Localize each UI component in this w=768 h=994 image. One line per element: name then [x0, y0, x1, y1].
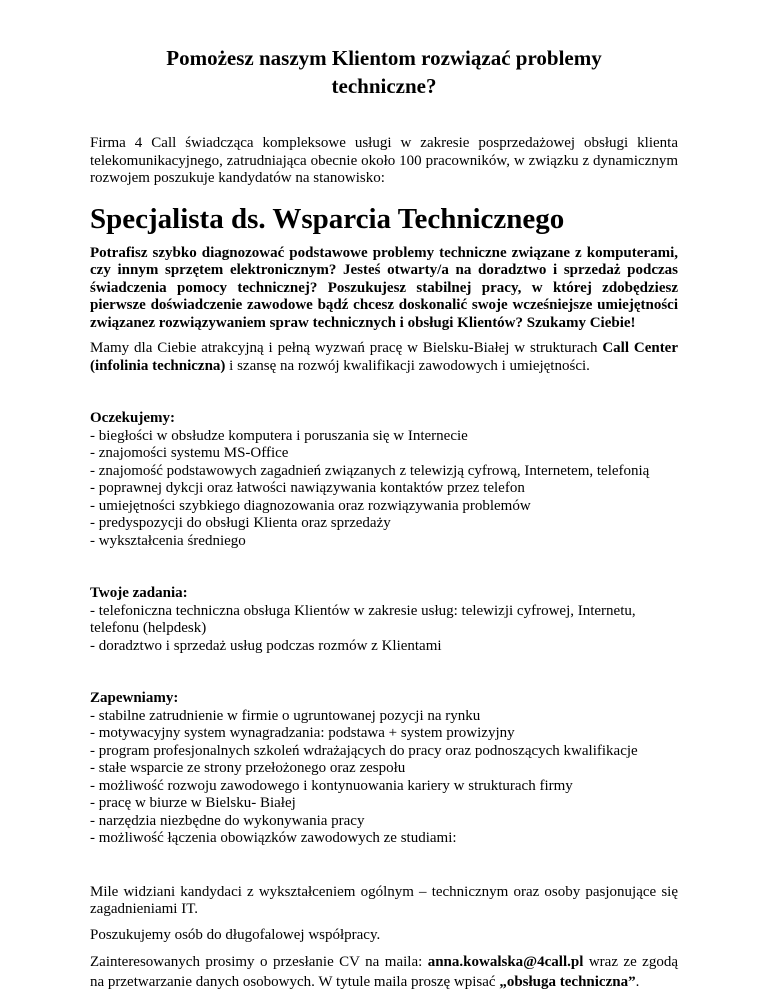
- offer-text-1: Mamy dla Ciebie atrakcyjną i pełną wyzwań pracę w Bielsku-Białej w strukturach: [90, 340, 603, 356]
- offer-text-2: i szansę na rozwój kwalifikacji zawodowych i umiejętności.: [225, 357, 590, 374]
- apply-text-2: wraz ze zgodą na przetwarzanie danych osobowych. W tytule maila proszę wpisać: [90, 954, 678, 990]
- benefits-heading: Zapewniamy:: [90, 690, 179, 706]
- list-item: - umiejętności szybkiego diagnozowania oraz rozwiązywania problemów: [90, 498, 678, 516]
- list-item: - możliwość łączenia obowiązków zawodowych ze studiami:: [90, 830, 678, 848]
- contact-email-link[interactable]: anna.kowalska@4call.pl: [427, 954, 584, 970]
- apply-text-1: Zainteresowanych prosimy o przesłanie CV na maila:: [90, 954, 428, 970]
- list-item: - wykształcenia średniego: [90, 533, 678, 551]
- requirements-heading: Oczekujemy:: [90, 410, 175, 426]
- list-item: - możliwość rozwoju zawodowego i kontynuowania kariery w strukturach firmy: [90, 778, 678, 796]
- benefits-section: [90, 690, 678, 848]
- long-term-paragraph: Poszukujemy osób do długofalowej współpracy.: [90, 926, 381, 943]
- offer-paragraph: [90, 340, 678, 375]
- list-item: - predyspozycji do obsługi Klienta oraz sprzedaży: [90, 515, 678, 533]
- list-item: - znajomość podstawowych zagadnień związanych z telewizją cyfrową, Internetem, telefonią: [90, 463, 678, 481]
- benefits-list: [90, 708, 678, 848]
- list-item: - telefoniczna techniczna obsługa Klientów w zakresie usług: telewizji cyfrowej, Internetu, telefonu (helpdesk): [90, 603, 678, 638]
- apply-text-3: .: [635, 974, 640, 990]
- tasks-section: [90, 585, 678, 655]
- requirements-section: [90, 410, 678, 550]
- company-intro: Firma 4 Call świadcząca kompleksowe usługi w zakresie posprzedażowej obsługi klienta telekomunikacyjnego, zatrudniająca obecnie około 100 pracowników, w związku z dynamicznym rozwojem poszukuje kandydatów na stanowisko:: [90, 135, 678, 186]
- tasks-heading: Twoje zadania:: [90, 585, 188, 601]
- job-title: Specjalista ds. Wsparcia Technicznego: [90, 202, 565, 235]
- email-subject: „obsługa techniczna”: [499, 974, 636, 990]
- lead-paragraph: Potrafisz szybko diagnozować podstawowe problemy techniczne związane z komputerami, czy innym sprzętem elektronicznym? Jesteś otwarty/a na doradztwo i sprzedaż podczas świadczenia pomocy technicznej? Poszukujesz stabilnej pracy, w której zdobędziesz pierwsze doświadczenie zawodowe bądź chcesz doskonalić swoje wcześniejsze umiejętności związanez rozwiązywaniem spraw technicznych i obsługi Klientów? Szukamy Ciebie!: [90, 244, 678, 331]
- offer-call-center: Call Center (infolinia techniczna): [90, 340, 678, 374]
- list-item: - stałe wsparcie ze strony przełożonego oraz zespołu: [90, 760, 678, 778]
- list-item: - poprawnej dykcji oraz łatwości nawiązywania kontaktów przez telefon: [90, 480, 678, 498]
- list-item: - biegłości w obsłudze komputera i poruszania się w Internecie: [90, 428, 678, 446]
- list-item: - motywacyjny system wynagradzania: podstawa + system prowizyjny: [90, 725, 678, 743]
- list-item: - znajomości systemu MS-Office: [90, 445, 678, 463]
- list-item: - program profesjonalnych szkoleń wdrażających do pracy oraz podnoszących kwalifikacje: [90, 743, 678, 761]
- list-item: - narzędzia niezbędne do wykonywania pracy: [90, 813, 678, 831]
- list-item: - stabilne zatrudnienie w firmie o ugruntowanej pozycji na rynku: [90, 708, 678, 726]
- tasks-list: [90, 603, 678, 656]
- list-item: - doradztwo i sprzedaż usług podczas rozmów z Klientami: [90, 638, 678, 656]
- requirements-list: [90, 428, 678, 551]
- apply-paragraph: [90, 952, 678, 992]
- list-item: - pracę w biurze w Bielsku- Białej: [90, 795, 678, 813]
- welcome-paragraph: Mile widziani kandydaci z wykształceniem ogólnym – technicznym oraz osoby pasjonujące się zagadnieniami IT.: [90, 883, 678, 917]
- page-title: Pomożesz naszym Klientom rozwiązać problemy techniczne?: [166, 46, 602, 98]
